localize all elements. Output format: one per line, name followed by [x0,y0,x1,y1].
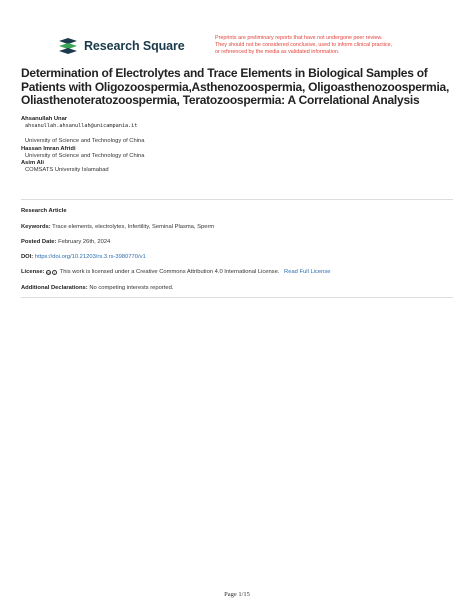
brand-name: Research Square [84,39,185,53]
preprint-disclaimer [215,35,430,57]
disclaimer-line: They should not be considered conclusive, used to inform clinical practice, [215,42,393,49]
doi-label: DOI: [21,254,34,260]
keywords-row [21,224,453,231]
author-affiliation: University of Science and Technology of China [25,138,145,145]
title-line: Oliasthenoteratozoospermia, Teratozoospermia: A Correlational Analysis [21,93,420,108]
author-email[interactable]: ahsanullah.ahsanullah@unicampania.it [25,123,138,130]
creative-commons-icon: cc [47,271,51,275]
title-line: Patients with Oligozoospermia,Asthenozoospermia, Oligoasthenozoospermia, [21,79,450,94]
author-affiliation: COMSATS University Islamabad [25,167,109,174]
read-full-license-link[interactable]: Read Full License [284,269,331,275]
attribution-icon: i [52,270,57,275]
divider [21,199,453,200]
disclaimer-line: or referenced by the media as validated information. [215,49,340,56]
posted-date-value: February 26th, 2024 [58,239,111,245]
author-name: Asim Ali [21,160,44,167]
license-label: License: [21,269,45,275]
header [57,36,427,62]
paper-title [21,67,461,108]
doi-link[interactable]: https://doi.org/10.21203/rs.3.rs-3980770/v1 [34,254,146,260]
author-name: Ahsanullah Unar [21,116,68,122]
doi-row [21,254,453,261]
author-list [21,116,451,174]
keywords-value: Trace elements, electrolytes, Infertility, Seminal Plasma, Sperm [52,224,215,230]
disclaimer-line: Preprints are preliminary reports that have not undergone peer review. [215,35,383,41]
research-square-logo-icon [57,37,79,55]
declarations-label: Additional Declarations: [21,285,88,291]
posted-date-row [21,239,453,246]
declarations-row [21,285,453,292]
license-row [21,269,453,276]
page-number: Page 1/15 [224,591,250,598]
article-type: Research Article [21,208,67,214]
declarations-value: No competing interests reported. [89,285,174,291]
keywords-label: Keywords: [21,224,51,230]
author-affiliation: University of Science and Technology of China [25,152,145,159]
license-text: This work is licensed under a Creative Commons Attribution 4.0 International License. [59,269,280,275]
title-line: Determination of Electrolytes and Trace Elements in Biological Samples of [21,66,428,80]
research-square-logo[interactable] [57,37,185,55]
author-name: Hassan Imran Afridi [21,145,76,152]
divider [21,297,453,298]
posted-date-label: Posted Date: [21,239,57,245]
